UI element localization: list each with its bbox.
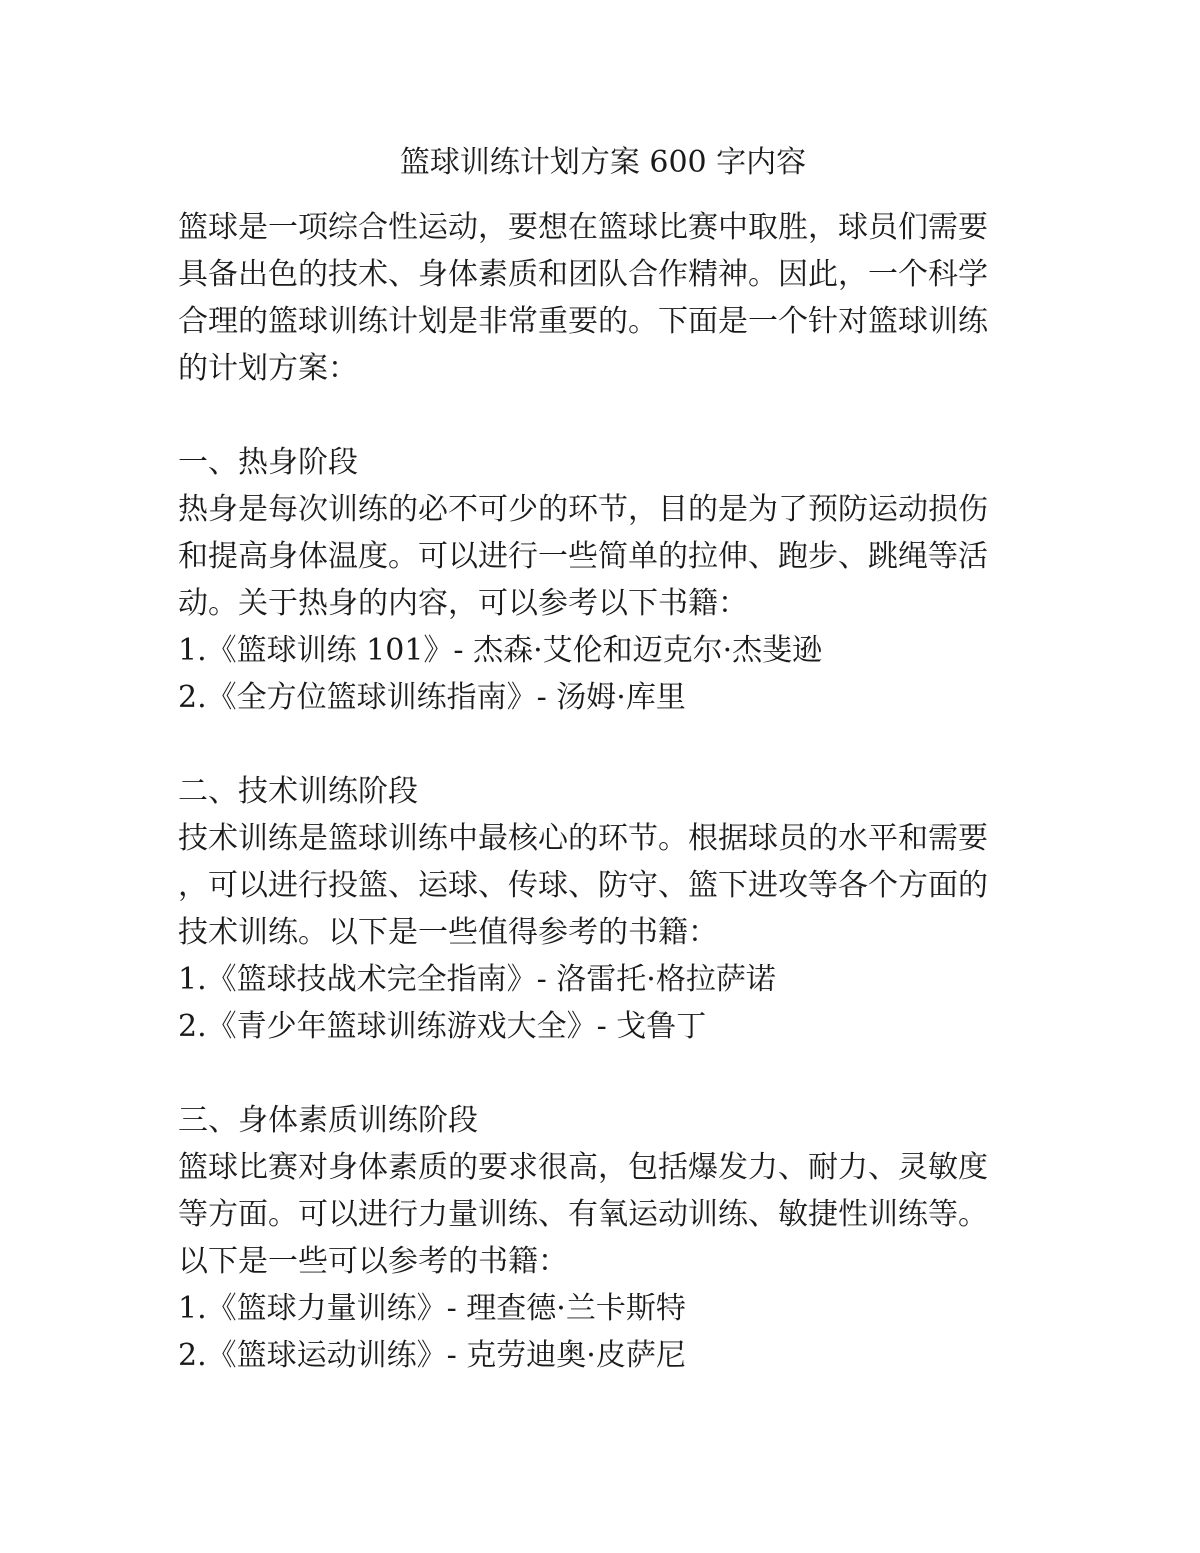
book-item: 2.《青少年篮球训练游戏大全》- 戈鲁丁 xyxy=(178,1009,707,1044)
section-line: 和提高身体温度。可以进行一些简单的拉伸、跑步、跳绳等活 xyxy=(178,539,988,574)
section-heading: 三、身体素质训练阶段 xyxy=(178,1103,478,1138)
section-line: 热身是每次训练的必不可少的环节，目的是为了预防运动损伤 xyxy=(178,492,988,527)
book-list xyxy=(178,1285,1028,1379)
section-line: 技术训练。以下是一些值得参考的书籍： xyxy=(178,915,718,950)
book-item: 2.《篮球运动训练》- 克劳迪奥·皮萨尼 xyxy=(178,1338,686,1373)
section-line: 技术训练是篮球训练中最核心的环节。根据球员的水平和需要 xyxy=(178,821,988,856)
book-list xyxy=(178,956,1028,1050)
blank-line xyxy=(178,392,1028,439)
book-item: 1.《篮球技战术完全指南》- 洛雷托·格拉萨诺 xyxy=(178,962,776,997)
book-item: 1.《篮球力量训练》- 理查德·兰卡斯特 xyxy=(178,1291,686,1326)
intro-line: 篮球是一项综合性运动，要想在篮球比赛中取胜，球员们需要 xyxy=(178,210,988,245)
intro-line: 的计划方案： xyxy=(178,351,358,386)
document-title: 篮球训练计划方案 600 字内容 xyxy=(399,145,807,180)
intro-paragraph xyxy=(178,204,1028,392)
book-item: 2.《全方位篮球训练指南》- 汤姆·库里 xyxy=(178,680,686,715)
blank-line xyxy=(178,1050,1028,1097)
section-fitness xyxy=(178,1097,1028,1379)
intro-line: 合理的篮球训练计划是非常重要的。下面是一个针对篮球训练 xyxy=(178,304,988,339)
section-warmup xyxy=(178,439,1028,721)
section-heading: 二、技术训练阶段 xyxy=(178,774,418,809)
intro-line: 具备出色的技术、身体素质和团队合作精神。因此，一个科学 xyxy=(178,257,988,292)
document-page xyxy=(178,140,1028,1379)
blank-line xyxy=(178,721,1028,768)
section-line: 篮球比赛对身体素质的要求很高，包括爆发力、耐力、灵敏度 xyxy=(178,1150,988,1185)
section-line: 等方面。可以进行力量训练、有氧运动训练、敏捷性训练等。 xyxy=(178,1197,988,1232)
section-line: ，可以进行投篮、运球、传球、防守、篮下进攻等各个方面的 xyxy=(178,868,988,903)
section-technique xyxy=(178,768,1028,1050)
book-list xyxy=(178,627,1028,721)
section-line: 以下是一些可以参考的书籍： xyxy=(178,1244,568,1279)
section-line: 动。关于热身的内容，可以参考以下书籍： xyxy=(178,586,748,621)
section-heading: 一、热身阶段 xyxy=(178,445,358,480)
book-item: 1.《篮球训练 101》- 杰森·艾伦和迈克尔·杰斐逊 xyxy=(178,633,823,668)
